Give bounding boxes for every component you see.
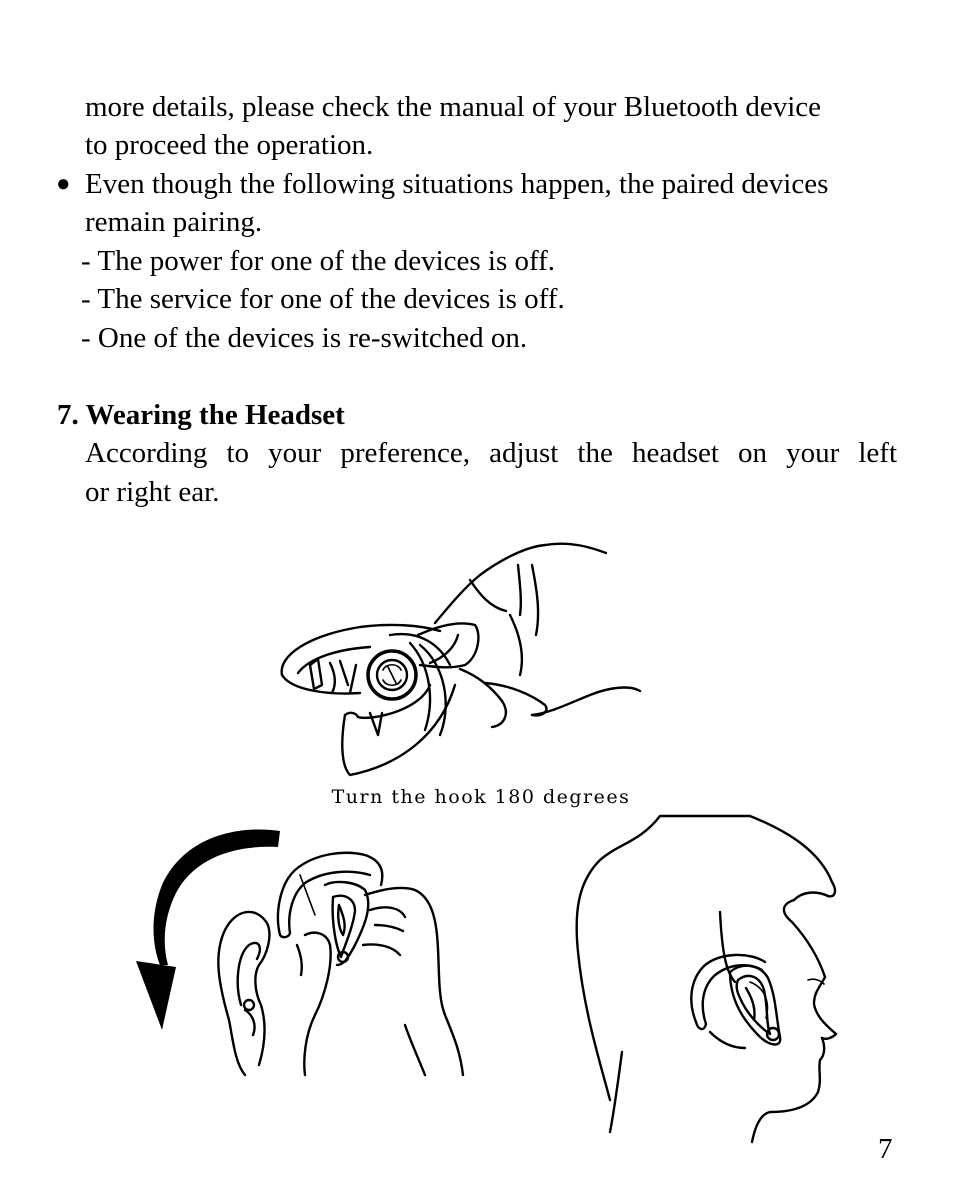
section-body-line-2: or right ear.: [85, 476, 220, 508]
bullet-text-line-2: remain pairing.: [85, 206, 263, 238]
bullet-icon: ●: [56, 171, 71, 197]
page-number: 7: [878, 1133, 893, 1165]
ear-hand-headset-icon: [205, 835, 475, 1080]
section-body-line-1: According to your preference, adjust the headset on your left: [85, 437, 897, 469]
bullet-text-line-1: Even though the following situations happen, the paired devices: [85, 168, 829, 200]
hand-turning-hook-icon: [270, 535, 650, 780]
figure-caption: Turn the hook 180 degrees: [331, 786, 631, 808]
continued-text-line-1: more details, please check the manual of your Bluetooth device: [85, 91, 822, 123]
continued-text-line-2: to proceed the operation.: [85, 129, 374, 161]
head-wearing-headset-icon: [570, 812, 850, 1142]
dash-item-reswitched: - One of the devices is re-switched on.: [81, 322, 528, 354]
section-heading: 7. Wearing the Headset: [57, 399, 345, 431]
dash-item-power: - The power for one of the devices is off.: [81, 245, 556, 277]
dash-item-service: - The service for one of the devices is off.: [81, 283, 565, 315]
